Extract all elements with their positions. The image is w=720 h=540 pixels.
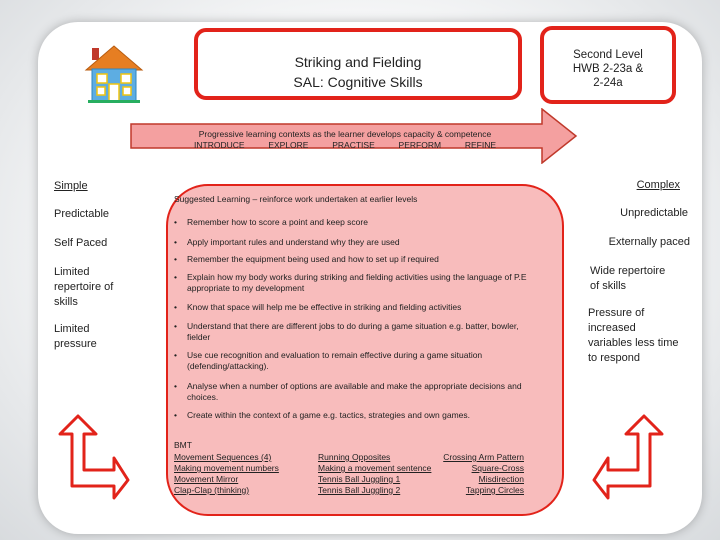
label-wide-repertoire: Wide repertoire of skills	[590, 265, 666, 292]
level-line-2: HWB 2-23a &	[572, 63, 644, 75]
bmt-heading: BMT	[174, 440, 192, 450]
stage-list	[160, 140, 530, 151]
list-item: • Remember the equipment being used and how to set up if required	[174, 254, 534, 265]
label-unpredictable: Unpredictable	[620, 207, 688, 219]
progression-caption: Progressive learning contexts as the learner develops capacity & competence	[198, 129, 492, 139]
left-bidirectional-arrow-icon	[58, 414, 130, 500]
link-movement-sequences[interactable]: Movement Sequences (4)	[174, 452, 272, 462]
right-bidirectional-arrow-icon	[592, 414, 664, 500]
list-item: • Understand that there are different jobs to do during a game situation e.g. batter, bowler, fielder	[174, 321, 534, 342]
link-movement-sentence[interactable]: Making a movement sentence	[318, 463, 432, 473]
list-item: • Explain how my body works during striking and fielding activities using the language of P.E appropriate to my development	[174, 272, 534, 293]
link-square-cross[interactable]: Square-Cross	[471, 463, 524, 473]
label-pressure: Pressure of increased variables less time to respond	[588, 307, 679, 364]
link-juggling-1[interactable]: Tennis Ball Juggling 1	[318, 474, 401, 484]
stage-practise: PRACTISE	[332, 140, 375, 150]
suggested-heading: Suggested Learning – reinforce work undertaken at earlier levels	[174, 194, 418, 204]
label-simple: Simple	[54, 180, 88, 192]
list-item: • Know that space will help me be effective in striking and fielding activities	[174, 302, 534, 313]
link-misdirection[interactable]: Misdirection	[478, 474, 524, 484]
link-juggling-2[interactable]: Tennis Ball Juggling 2	[318, 485, 401, 495]
house-icon	[84, 44, 144, 104]
list-item: • Apply important rules and understand why they are used	[174, 237, 534, 248]
stage-introduce: INTRODUCE	[194, 140, 245, 150]
stage-explore: EXPLORE	[268, 140, 309, 150]
title-line-1: Striking and Fielding	[294, 54, 422, 70]
label-limited-pressure: Limited pressure	[54, 323, 97, 350]
link-tapping-circles[interactable]: Tapping Circles	[465, 485, 524, 495]
level-box	[540, 26, 676, 104]
link-crossing-arm-pattern[interactable]: Crossing Arm Pattern	[443, 452, 524, 462]
list-item: • Remember how to score a point and keep score	[174, 217, 534, 228]
link-running-opposites[interactable]: Running Opposites	[318, 452, 391, 462]
link-movement-mirror[interactable]: Movement Mirror	[174, 474, 239, 484]
title-box	[194, 28, 522, 100]
list-item: • Analyse when a number of options are available and make the appropriate decisions and choices.	[174, 381, 534, 402]
progression-caption-block	[160, 129, 530, 151]
label-predictable: Predictable	[54, 208, 110, 220]
list-item: • Use cue recognition and evaluation to remain effective during a game situation (defending/attacking).	[174, 350, 534, 371]
list-item: • Create within the context of a game e.g. tactics, strategies and own games.	[174, 410, 534, 421]
level-line-3: 2-24a	[593, 77, 623, 89]
level-line-1: Second Level	[573, 49, 643, 61]
title-line-2: SAL: Cognitive Skills	[293, 74, 423, 90]
stage-refine: REFINE	[464, 140, 496, 150]
label-complex: Complex	[636, 179, 680, 191]
label-self-paced: Self Paced	[54, 237, 108, 249]
stage-perform: PERFORM	[398, 140, 442, 150]
link-clap-clap[interactable]: Clap-Clap (thinking)	[174, 485, 250, 495]
label-limited-repertoire: Limited repertoire of skills	[54, 266, 114, 308]
link-making-movement-numbers[interactable]: Making movement numbers	[174, 463, 279, 473]
label-externally-paced: Externally paced	[608, 236, 690, 248]
